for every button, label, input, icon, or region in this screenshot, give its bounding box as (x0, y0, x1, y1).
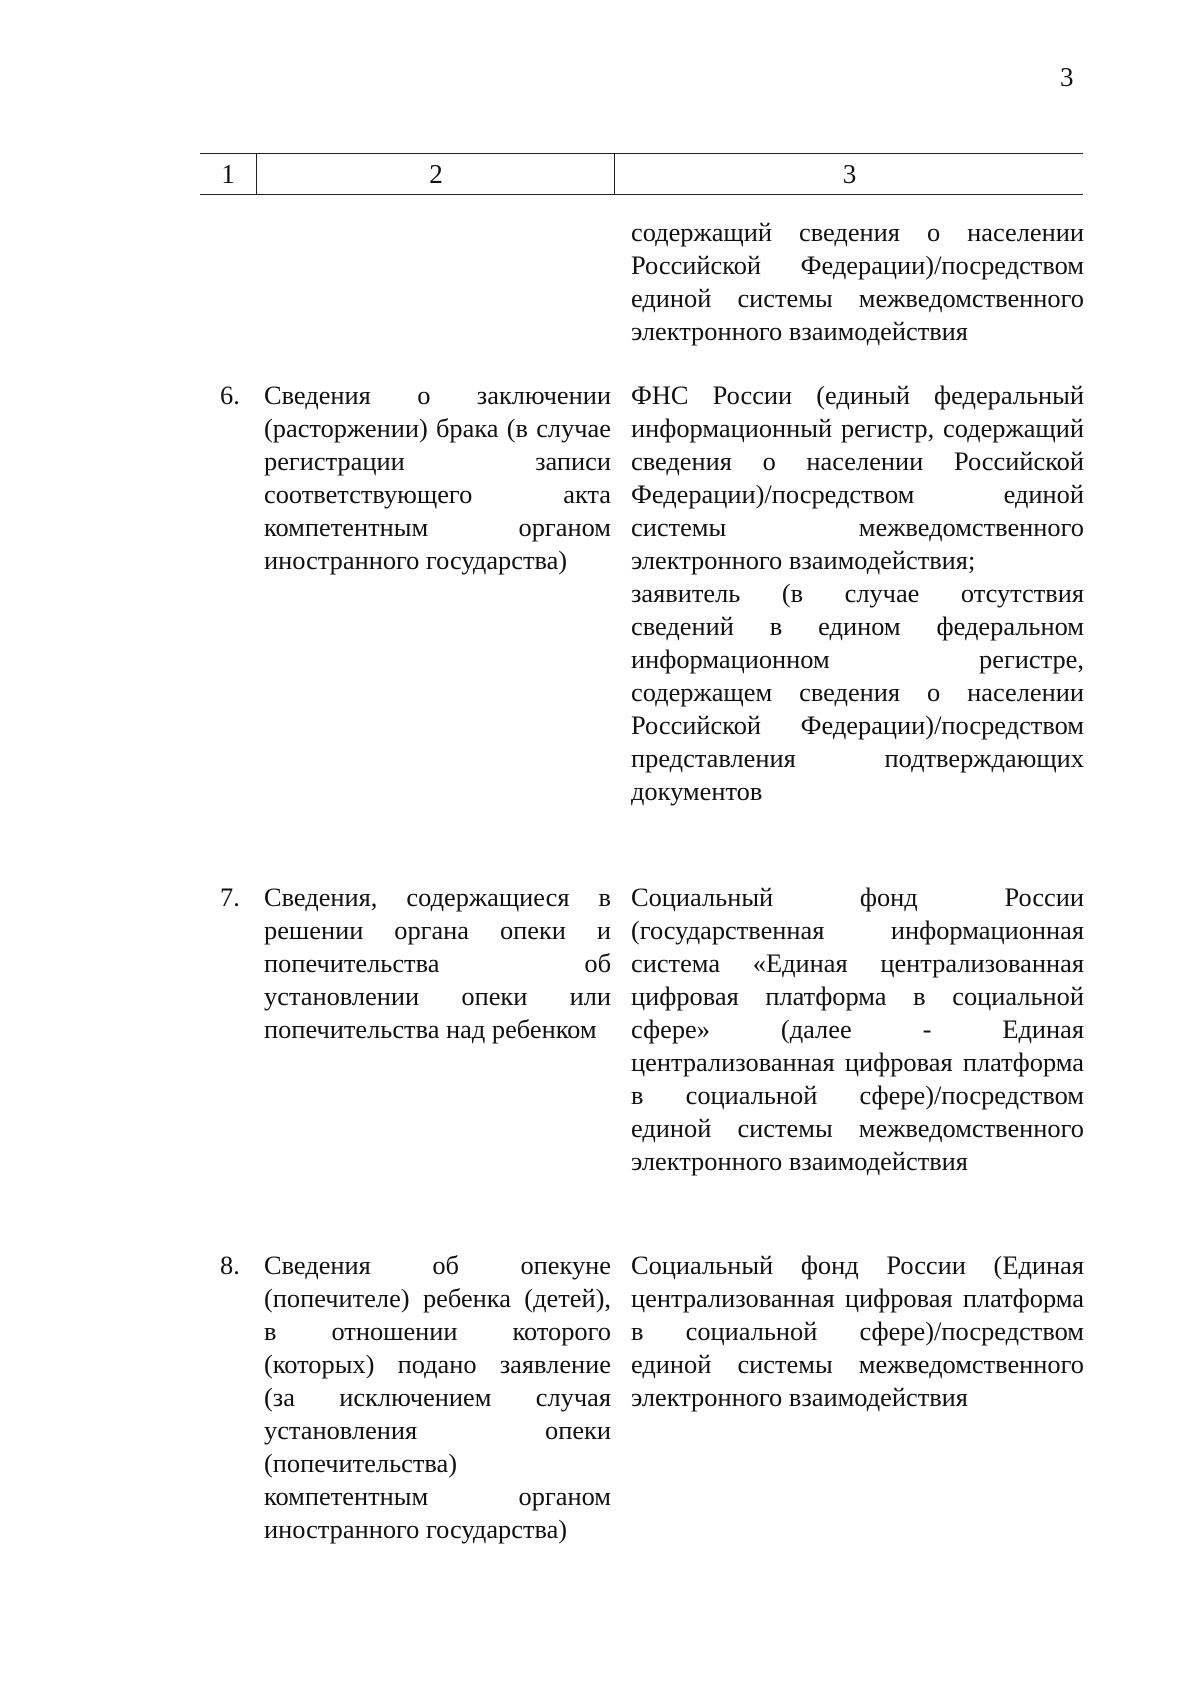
header-col-2: 2 (256, 154, 615, 194)
row-source-text: ФНС России (единый федеральный информационный регистр, содержащий сведения о населении Российской Федерации)/посредством единой системы межведомственного электронного взаимодействия; (631, 380, 1084, 575)
table-header (200, 153, 1083, 195)
row-description-text: Сведения о заключении (расторжении) брака (в случае регистрации записи соответствующего акта компетентным органом иностранного государства) (264, 380, 611, 575)
row-number: 7. (220, 882, 240, 912)
row-description-text: Сведения, содержащиеся в решении органа опеки и попечительства об установлении опеки или попечительства над ребенком (264, 882, 611, 1044)
row-source-cell (631, 216, 1084, 348)
row-source-text: Социальный фонд России (Единая централизованная цифровая платформа в социальной сфере)/посредством единой системы межведомственного электронного взаимодействия (631, 1250, 1084, 1412)
row-description (264, 1249, 611, 1546)
header-col-1: 1 (221, 159, 235, 189)
row-description-text: Сведения об опекуне (попечителе) ребенка (детей), в отношении которого (которых) подано заявление (за исключением случая установления опеки (попечительства) компетентным органом иностранного государства) (264, 1250, 611, 1544)
row-source-cell (631, 881, 1084, 1178)
page-number: 3 (1060, 62, 1074, 92)
header-col-3: 3 (614, 154, 1084, 194)
row-number: 6. (220, 380, 240, 410)
row-source-cell (631, 379, 1084, 808)
row-number: 8. (220, 1250, 240, 1280)
row-description (264, 379, 611, 577)
row-description (264, 881, 611, 1046)
row-source-text: Социальный фонд России (государственная информационная система «Единая централизованная цифровая платформа в социальной сфере» (далее - Единая централизованная цифровая платформа в социальной сфере)/посредством единой системы межведомственного электронного взаимодействия (631, 882, 1084, 1176)
row-source-text-2: заявитель (в случае отсутствия сведений в едином федеральном информационном регистре, содержащем сведения о населении Российской Федерации)/посредством представления подтверждающих документов (631, 578, 1084, 806)
row-source-cell (631, 1249, 1084, 1414)
row-source-text: содержащий сведения о населении Российской Федерации)/посредством единой системы межведомственного электронного взаимодействия (631, 217, 1084, 346)
